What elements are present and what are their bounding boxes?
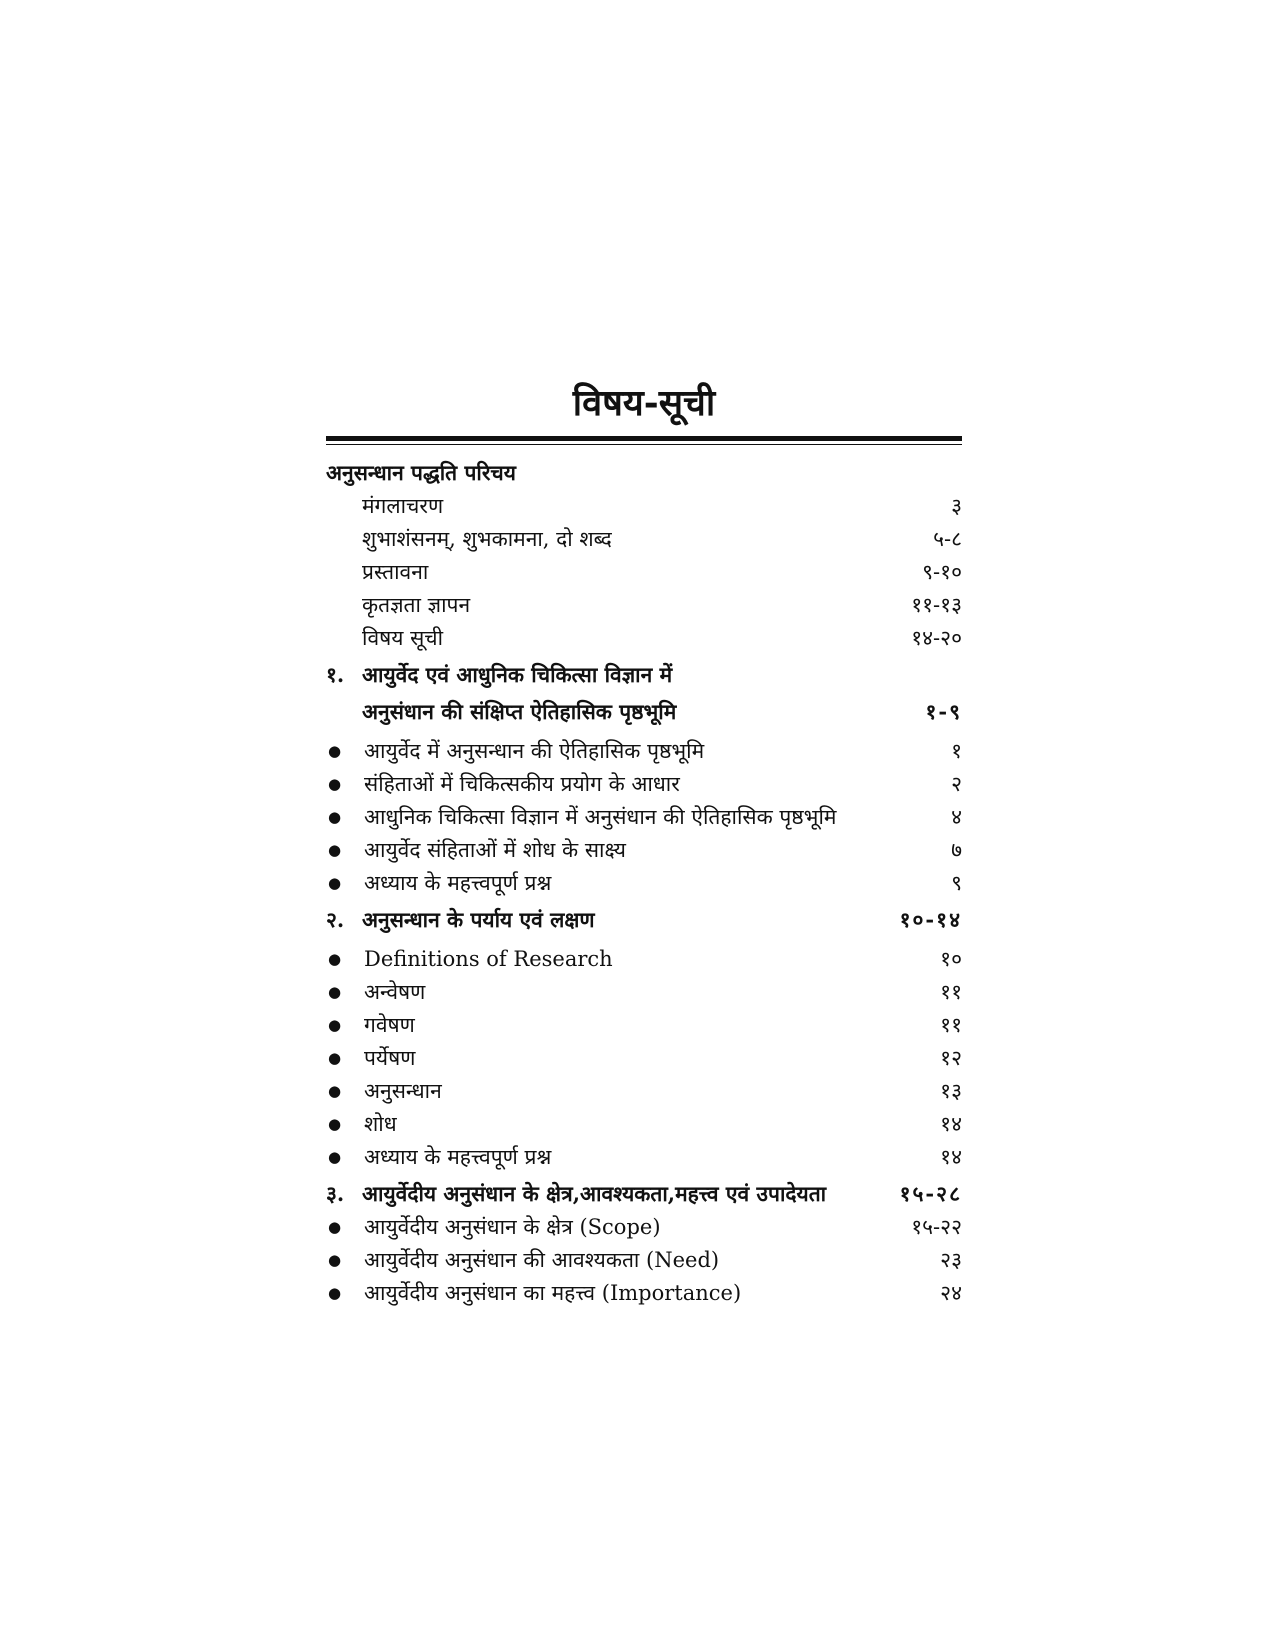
entry-label: संहिताओं में चिकित्सकीय प्रयोग के आधार (364, 772, 680, 796)
bullet-icon: ● (328, 1115, 342, 1133)
entry-page: २ (951, 772, 962, 796)
chapter-title: आयुर्वेद एवं आधुनिक चिकित्सा विज्ञान में (362, 662, 673, 687)
entry-page: ७ (951, 838, 962, 862)
bullet-icon: ● (328, 983, 342, 1001)
entry-page: ५-८ (933, 527, 962, 551)
entry-page: ११ (940, 1013, 962, 1037)
entry-label: कृतज्ञता ज्ञापन (362, 593, 471, 617)
chapter-heading-2[interactable] (326, 906, 962, 939)
entry-label: अनुसन्धान (364, 1079, 442, 1103)
chapter-number: २. (326, 907, 345, 932)
bullet-icon: ● (328, 1049, 342, 1067)
toc-entry[interactable] (326, 492, 962, 525)
chapter-title: अनुसन्धान के पर्याय एवं लक्षण (362, 907, 595, 932)
entry-page: २४ (940, 1281, 962, 1305)
entry-label: प्रस्तावना (362, 560, 429, 584)
chapter-heading-1-line2[interactable] (326, 698, 962, 731)
entry-page: ९ (951, 871, 962, 895)
entry-page: १ (951, 739, 962, 763)
bullet-icon: ● (328, 1218, 342, 1236)
bullet-icon: ● (328, 808, 342, 826)
entry-label: आयुर्वेदीय अनुसंधान की आवश्यकता (Need) (364, 1248, 720, 1272)
bullet-icon: ● (328, 1016, 342, 1034)
toc-entry[interactable] (326, 869, 962, 902)
chapter-heading-3[interactable] (326, 1180, 962, 1213)
chapter-pages: १-९ (925, 699, 962, 724)
entry-page: १० (940, 947, 962, 971)
toc-entry[interactable] (326, 836, 962, 869)
bullet-icon: ● (328, 874, 342, 892)
entry-label: आयुर्वेदीय अनुसंधान के क्षेत्र (Scope) (364, 1215, 661, 1239)
entry-page: ११ (940, 980, 962, 1004)
toc-entry[interactable] (326, 1044, 962, 1077)
intro-heading: अनुसन्धान पद्धति परिचय (326, 460, 516, 485)
toc-entry[interactable] (326, 1246, 962, 1279)
toc-entry[interactable] (326, 1213, 962, 1246)
bullet-icon: ● (328, 1148, 342, 1166)
entry-page: ९-१० (922, 560, 962, 584)
entry-page: ३ (951, 494, 962, 518)
entry-label: पर्येषण (364, 1046, 416, 1070)
toc-entry[interactable] (326, 525, 962, 558)
entry-label: शोध (364, 1112, 397, 1136)
entry-page: १२ (940, 1046, 962, 1070)
bullet-icon: ● (328, 950, 342, 968)
toc-entry[interactable] (326, 978, 962, 1011)
entry-page: १३ (940, 1079, 962, 1103)
toc-entry[interactable] (326, 1143, 962, 1176)
entry-page: १४ (940, 1112, 962, 1136)
bullet-icon: ● (328, 1082, 342, 1100)
toc-entry[interactable] (326, 737, 962, 770)
toc-entry[interactable] (326, 945, 962, 978)
entry-label: आयुर्वेद में अनुसन्धान की ऐतिहासिक पृष्ठभूमि (364, 739, 705, 763)
entry-page: १४-२० (911, 626, 962, 650)
bullet-icon: ● (328, 775, 342, 793)
chapter-pages: १०-१४ (899, 907, 962, 932)
entry-label: अन्वेषण (364, 980, 426, 1004)
entry-label: गवेषण (364, 1013, 415, 1037)
entry-label: आधुनिक चिकित्सा विज्ञान में अनुसंधान की ऐतिहासिक पृष्ठभूमि (364, 805, 837, 829)
toc-entry[interactable] (326, 624, 962, 657)
entry-label: आयुर्वेद संहिताओं में शोध के साक्ष्य (364, 838, 626, 862)
toc-entry[interactable] (326, 1011, 962, 1044)
entry-page: ११-१३ (911, 593, 962, 617)
entry-page: १४ (940, 1145, 962, 1169)
entry-label: मंगलाचरण (362, 494, 444, 518)
entry-page: ४ (951, 805, 962, 829)
toc-entry[interactable] (326, 1279, 962, 1312)
toc-entry[interactable] (326, 770, 962, 803)
page-title: विषय-सूची (572, 382, 716, 424)
chapter-pages: १५-२८ (899, 1181, 962, 1206)
entry-page: २३ (940, 1248, 962, 1272)
entry-page: १५-२२ (911, 1215, 962, 1239)
chapter-heading-1[interactable] (326, 661, 962, 694)
bullet-icon: ● (328, 1251, 342, 1269)
table-of-contents (326, 380, 962, 1312)
toc-entry[interactable] (326, 803, 962, 836)
title-rule-thin (326, 444, 962, 445)
entry-label: अध्याय के महत्त्वपूर्ण प्रश्न (364, 871, 552, 895)
chapter-title: आयुर्वेदीय अनुसंधान के क्षेत्र,आवश्यकता,महत्त्व एवं उपादेयता (362, 1181, 827, 1206)
entry-label: विषय सूची (362, 626, 444, 650)
entry-label: Definitions of Research (364, 947, 613, 971)
bullet-icon: ● (328, 841, 342, 859)
chapter-title-line2: अनुसंधान की संक्षिप्त ऐतिहासिक पृष्ठभूमि (362, 699, 677, 724)
toc-entry[interactable] (326, 558, 962, 591)
entry-label: अध्याय के महत्त्वपूर्ण प्रश्न (364, 1145, 552, 1169)
toc-entry[interactable] (326, 1077, 962, 1110)
entry-label: शुभाशंसनम्, शुभकामना, दो शब्द (362, 527, 612, 551)
bullet-icon: ● (328, 1284, 342, 1302)
chapter-number: १. (326, 662, 345, 687)
chapter-number: ३. (326, 1181, 345, 1206)
entry-label: आयुर्वेदीय अनुसंधान का महत्त्व (Importance) (364, 1281, 742, 1305)
toc-entry[interactable] (326, 591, 962, 624)
bullet-icon: ● (328, 742, 342, 760)
toc-entry[interactable] (326, 1110, 962, 1143)
